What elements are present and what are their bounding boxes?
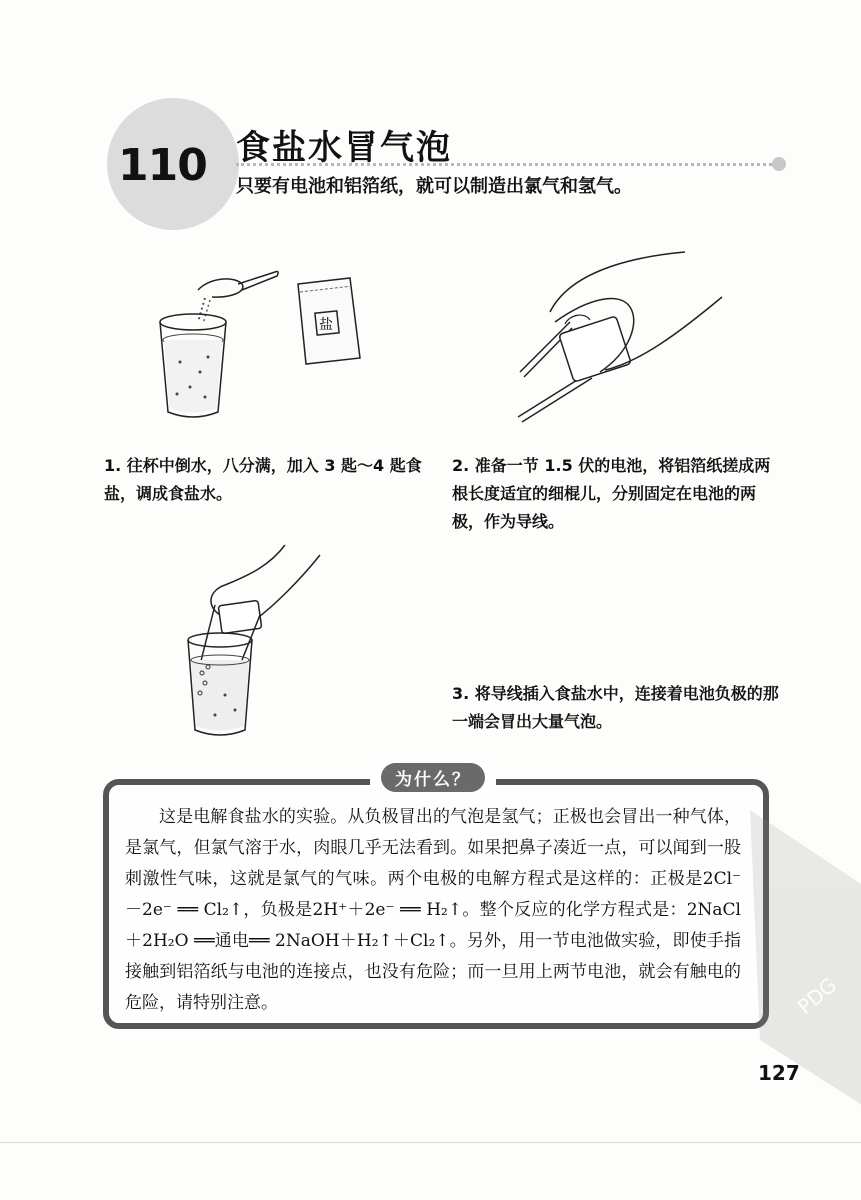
step-3-caption: 3. 将导线插入食盐水中，连接着电池负极的那一端会冒出大量气泡。: [452, 684, 779, 731]
illustration-electrolysis-glass: [180, 545, 350, 745]
title-divider: [236, 163, 778, 166]
illustration-battery-foil: [510, 252, 730, 422]
why-label: 为什么？: [381, 763, 485, 792]
step-2-caption: 2. 准备一节 1.5 伏的电池，将铝箔纸搓成两根长度适宜的细棍儿，分别固定在电池的两极，作为导线。: [452, 456, 771, 531]
explanation-text-block: [125, 802, 741, 1019]
illustration-pour-salt: [150, 262, 380, 432]
explanation-paragraph: 这是电解食盐水的实验。从负极冒出的气泡是氢气；正极也会冒出一种气体，是氯气，但氯气溶于水，肉眼几乎无法看到。如果把鼻子凑近一点，可以闻到一股刺激性气味，这就是氯气的气味。两个电极的电解方程式是这样的：正极是2Cl⁻－2e⁻ ══ Cl₂↑，负极是2H⁺＋2e⁻ ══ H₂↑。整个反应的化学方程式是：2NaCl＋2H₂O ══通电══ 2NaOH＋H₂↑＋Cl₂↑。另外，用一节电池做实验，即使手指接触到铝箔纸与电池的连接点，也没有危险；而一旦用上两节电池，就会有触电的危险，请特别注意。: [125, 807, 741, 1013]
experiment-number: 110: [118, 140, 207, 191]
step-1-caption: 1. 往杯中倒水，八分满，加入 3 匙～4 匙食盐，调成食盐水。: [104, 456, 422, 503]
divider-end-dot: [772, 157, 786, 171]
salt-bag-label: 盐: [319, 317, 333, 333]
watermark-text: PDG: [792, 972, 842, 1019]
page-title: 食盐水冒气泡: [236, 128, 452, 168]
page-subtitle: 只要有电池和铝箔纸，就可以制造出氯气和氢气。: [236, 176, 632, 197]
page-number: 127: [758, 1061, 800, 1085]
footer-rule: [0, 1142, 861, 1143]
why-heading: [370, 762, 496, 792]
